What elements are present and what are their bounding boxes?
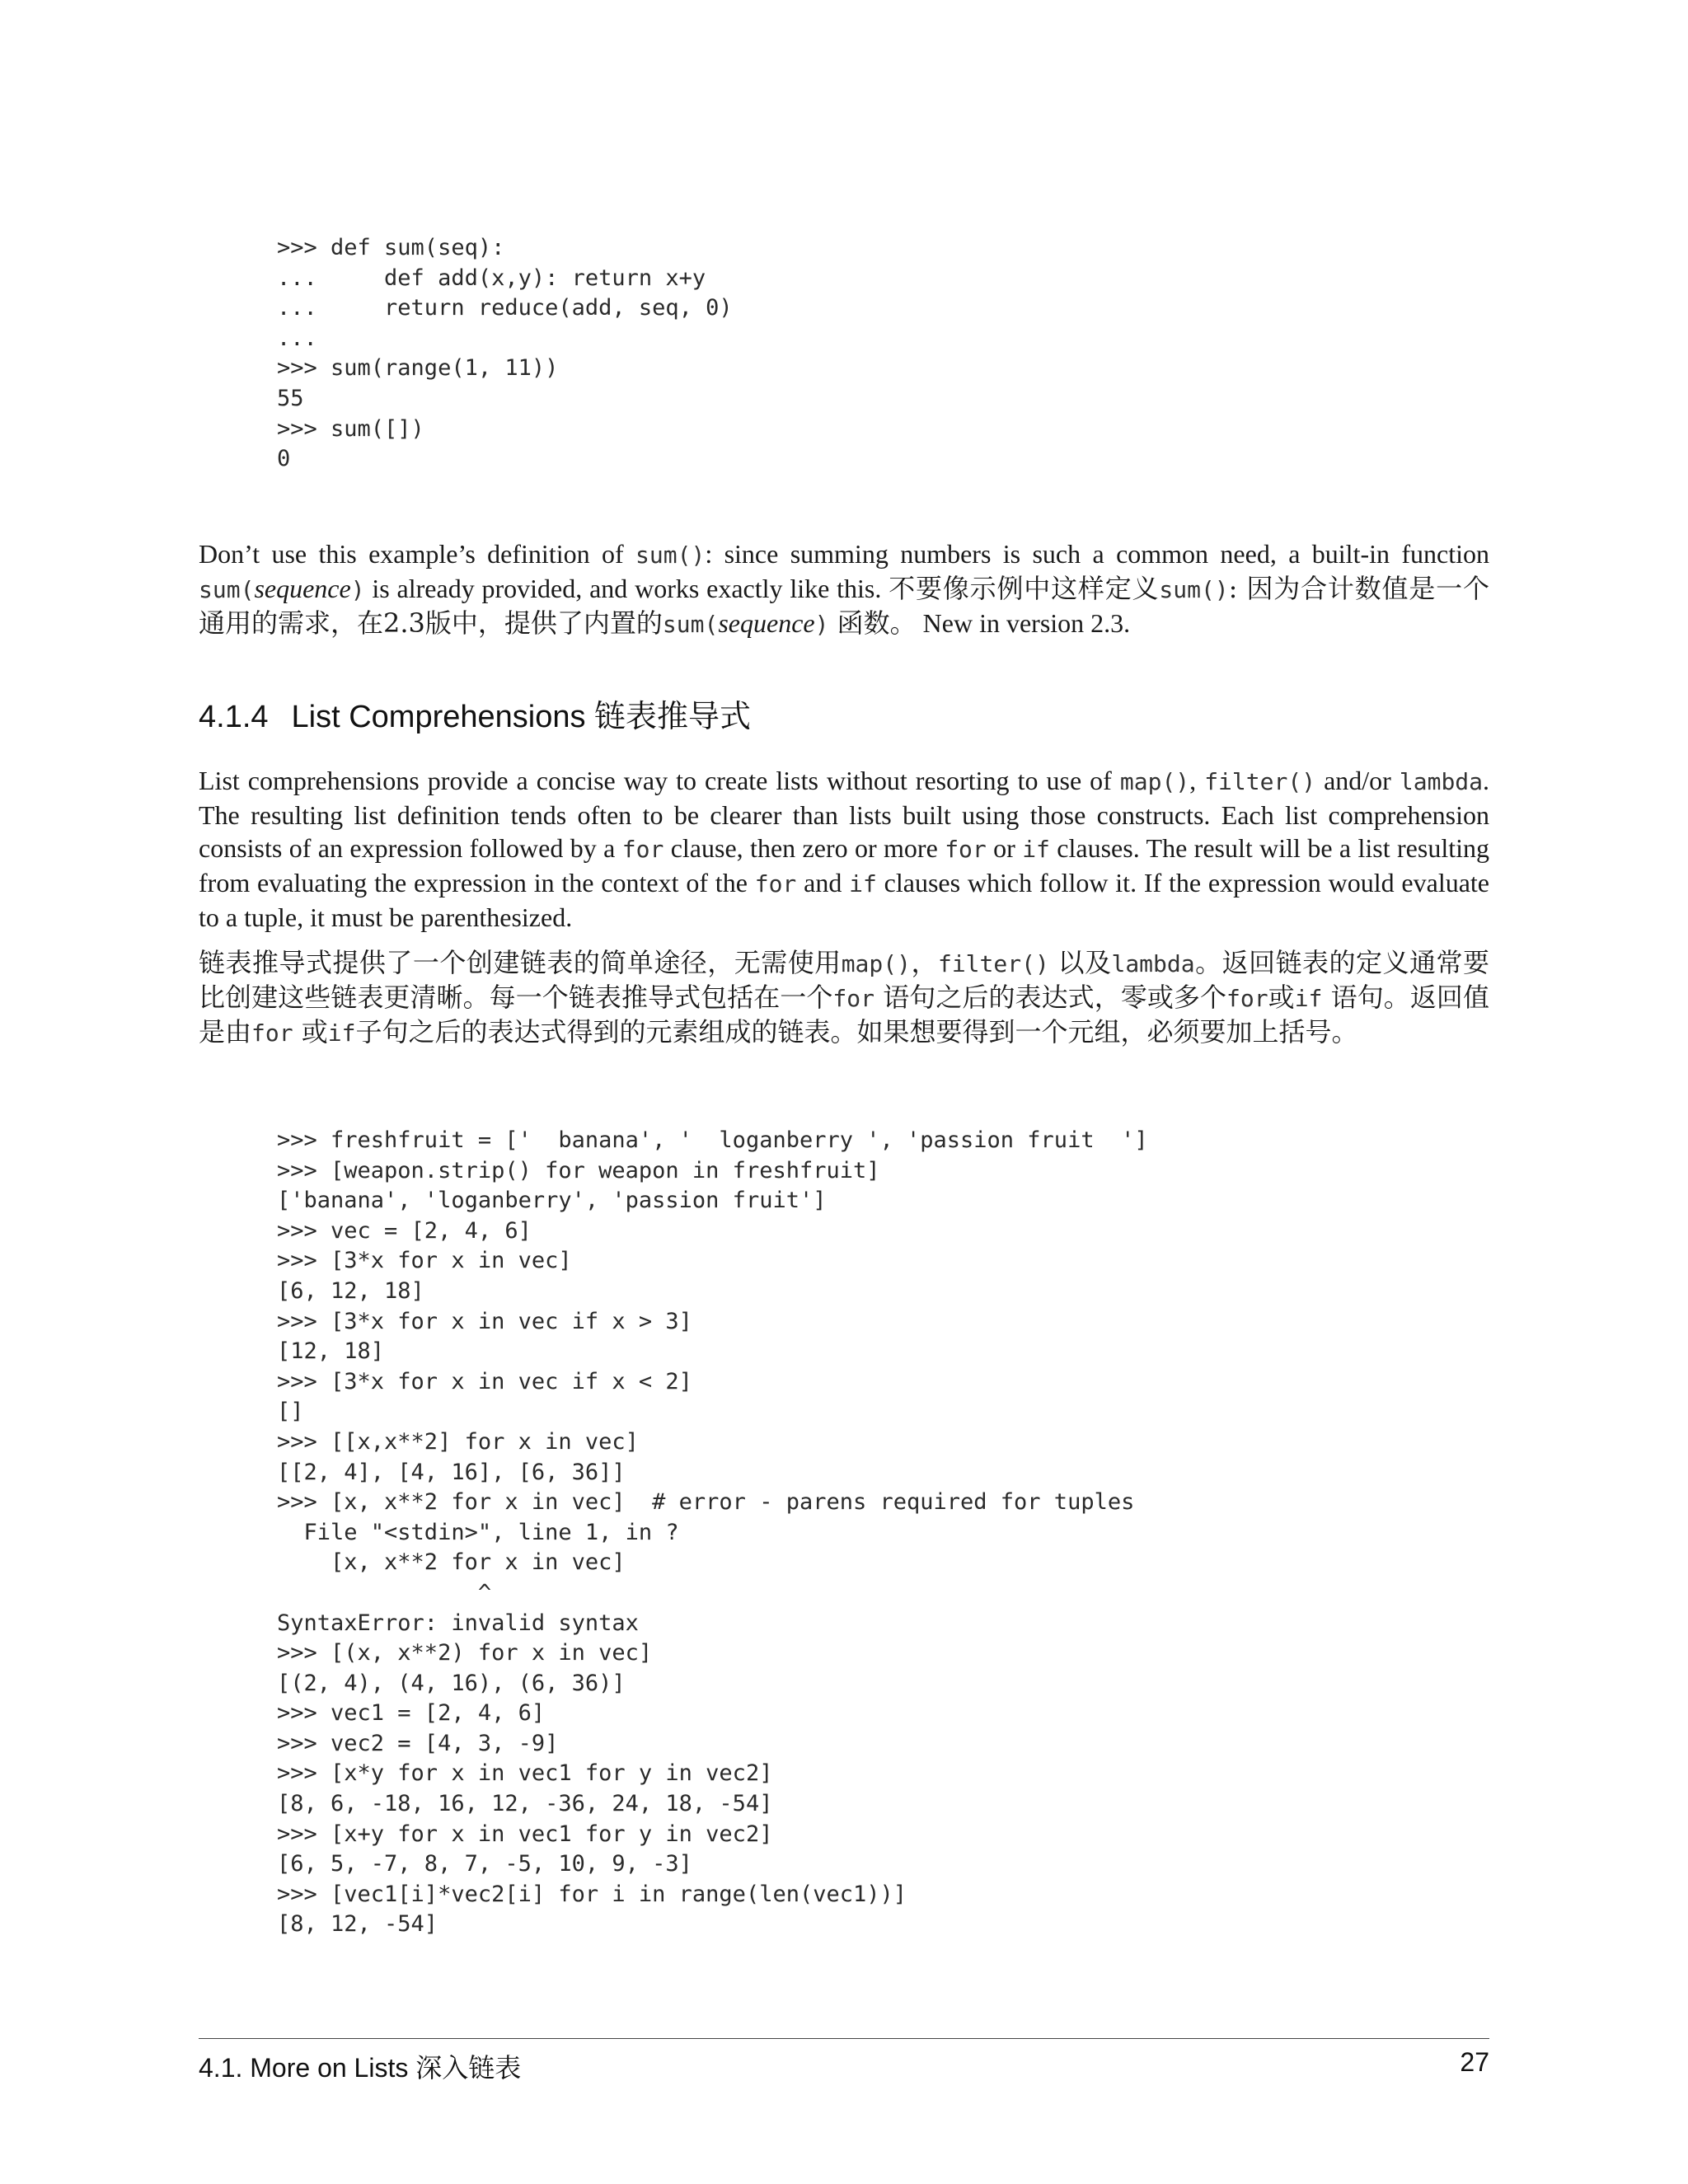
inline-code: for <box>832 985 874 1012</box>
code-line: [8, 6, -18, 16, 12, -36, 24, 18, -54] <box>277 1791 773 1817</box>
paragraph-list-comprehensions-chinese <box>199 946 1489 1050</box>
code-line: >>> def sum(seq): <box>277 235 505 260</box>
code-line: >>> [3*x for x in vec] <box>277 1248 572 1274</box>
inline-code: filter() <box>937 950 1049 977</box>
code-line: >>> [3*x for x in vec if x < 2] <box>277 1368 692 1394</box>
inline-code: lambda <box>1111 950 1195 977</box>
inline-code: for <box>251 1019 293 1047</box>
section-number: 4.1.4 <box>199 700 269 734</box>
code-line: ['banana', 'loganberry', 'passion fruit'] <box>277 1188 827 1214</box>
code-line: [6, 5, -7, 8, 7, -5, 10, 9, -3] <box>277 1851 692 1877</box>
text: or <box>986 833 1023 863</box>
italic-text: sequence <box>718 608 815 638</box>
code-line: ^ <box>277 1579 492 1605</box>
inline-code: sum() <box>1159 576 1229 603</box>
text: , <box>1189 766 1205 795</box>
footer-section-title: 4.1. More on Lists 深入链表 <box>199 2053 522 2083</box>
inline-code: for <box>754 870 797 898</box>
code-line: >>> [(x, x**2) for x in vec] <box>277 1640 653 1666</box>
code-line: >>> [vec1[i]*vec2[i] for i in range(len(vec1))] <box>277 1881 907 1907</box>
code-line: ... def add(x,y): return x+y <box>277 265 706 291</box>
code-line: [x, x**2 for x in vec] <box>277 1549 626 1576</box>
inline-code: for <box>621 836 664 863</box>
text: and/or <box>1315 766 1400 795</box>
inline-code: map() <box>1119 768 1190 795</box>
code-block-sum <box>277 233 733 475</box>
inline-code: ) <box>350 576 365 603</box>
code-line: >>> sum(range(1, 11)) <box>277 355 559 382</box>
section-title: List Comprehensions 链表推导式 <box>291 700 752 734</box>
code-line: >>> vec1 = [2, 4, 6] <box>277 1700 546 1727</box>
code-line: >>> freshfruit = [' banana', ' loganberry ', 'passion fruit '] <box>277 1127 1148 1153</box>
text: clause, then zero or more <box>663 833 945 863</box>
chinese-text: 函数。 <box>828 607 917 639</box>
chinese-text: 。返回链表的定义通常要比创建这些链表更清晰。每一个链表推导式包括在一个 <box>199 947 1489 1013</box>
text: clauses. The result will be a list resulting from evaluating the expression in the context of the <box>199 833 1490 898</box>
code-line: >>> [weapon.strip() for weapon in freshfruit] <box>277 1157 880 1183</box>
code-line: [(2, 4), (4, 16), (6, 36)] <box>277 1670 626 1696</box>
code-line: [6, 12, 18] <box>277 1277 424 1304</box>
text: . The resulting list definition tends often to be clearer than lists built using those constructs. Each list comprehension consists of an expression followed by a <box>199 766 1490 863</box>
chinese-text: 或 <box>1268 982 1295 1013</box>
paragraph-list-comprehensions <box>199 764 1489 934</box>
chinese-text: : 因为合计数值是一个通用的需求，在2.3版中，提供了内置的 <box>199 573 1489 639</box>
text: New in version 2.3. <box>916 608 1131 638</box>
code-line: 55 <box>277 385 304 411</box>
inline-code: sum() <box>635 541 706 569</box>
text: Don’t use this example’s definition of <box>199 539 636 569</box>
code-line: [12, 18] <box>277 1338 385 1365</box>
chinese-text: 子句之后的表达式得到的元素组成的链表。如果想要得到一个元组，必须要加上括号。 <box>355 1016 1358 1047</box>
text: clauses which follow it. If the expression would evaluate to a tuple, it must be parenthesized. <box>199 868 1490 932</box>
inline-code: if <box>327 1019 356 1047</box>
chinese-text: 以及 <box>1048 947 1112 978</box>
code-block-comprehensions <box>277 1126 1148 1940</box>
chinese-text: ， <box>910 947 938 978</box>
inline-code: filter() <box>1204 768 1316 795</box>
chinese-text: 链表推导式提供了一个创建链表的简单途径，无需使用 <box>199 947 842 978</box>
code-line: >>> vec = [2, 4, 6] <box>277 1217 532 1244</box>
inline-code: if <box>1022 836 1050 863</box>
code-line: >>> vec2 = [4, 3, -9] <box>277 1730 559 1756</box>
text: and <box>796 868 850 898</box>
chinese-text: 不要像示例中这样定义 <box>889 573 1160 604</box>
inline-code: if <box>849 870 877 898</box>
code-line: ... return reduce(add, seq, 0) <box>277 295 733 321</box>
code-line: >>> [3*x for x in vec if x > 3] <box>277 1308 692 1334</box>
footer-rule <box>199 2038 1489 2039</box>
code-line: >>> [x*y for x in vec1 for y in vec2] <box>277 1760 773 1787</box>
code-line: SyntaxError: invalid syntax <box>277 1610 639 1636</box>
page-number: 27 <box>1460 2047 1489 2077</box>
inline-code: ) <box>814 611 829 638</box>
inline-code: sum( <box>199 576 255 603</box>
chinese-text: 语句。返回值是由 <box>199 982 1489 1047</box>
code-line: 0 <box>277 446 291 472</box>
code-line: >>> [x+y for x in vec1 for y in vec2] <box>277 1821 773 1847</box>
inline-code: for <box>1226 985 1268 1012</box>
chinese-text: 或 <box>293 1016 328 1047</box>
code-line: [8, 12, -54] <box>277 1911 438 1938</box>
code-line: >>> [x, x**2 for x in vec] # error - parens required for tuples <box>277 1489 1135 1516</box>
code-line: ... <box>277 325 317 351</box>
text: is already provided, and works exactly like this. <box>364 574 889 603</box>
paragraph-sum-note <box>199 537 1489 641</box>
section-heading <box>199 691 751 736</box>
code-line: [] <box>277 1399 304 1425</box>
italic-text: sequence <box>254 574 351 603</box>
code-line: File "<stdin>", line 1, in ? <box>277 1519 679 1545</box>
code-line: >>> [[x,x**2] for x in vec] <box>277 1428 639 1455</box>
text: : since summing numbers is such a common need, a built-in function <box>705 539 1490 569</box>
code-line: >>> sum([]) <box>277 415 424 442</box>
inline-code: sum( <box>662 611 719 638</box>
chinese-text: 语句之后的表达式，零或多个 <box>874 982 1226 1013</box>
inline-code: lambda <box>1399 768 1484 795</box>
inline-code: map() <box>841 950 911 977</box>
code-line: [[2, 4], [4, 16], [6, 36]] <box>277 1459 626 1485</box>
text: List comprehensions provide a concise way to create lists without resorting to use of <box>199 766 1120 795</box>
inline-code: for <box>945 836 987 863</box>
inline-code: if <box>1294 985 1323 1012</box>
